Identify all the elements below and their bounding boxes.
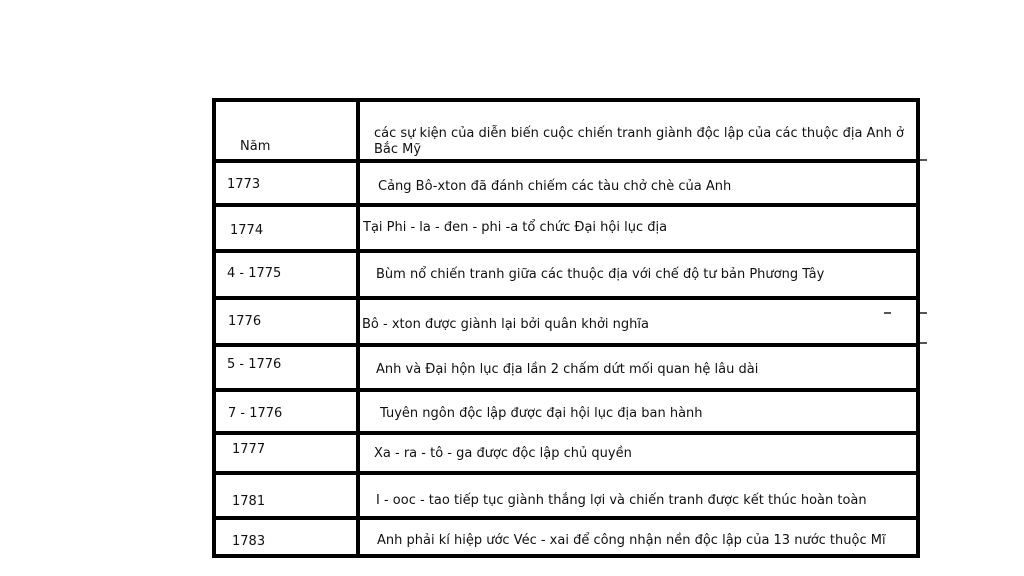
row-line xyxy=(216,431,916,435)
row-4-event: Bô - xton được giành lại bởi quân khởi nghĩa xyxy=(362,317,649,332)
stray-mark xyxy=(884,312,891,314)
row-5-year: 5 - 1776 xyxy=(227,357,282,372)
row-line xyxy=(216,203,916,207)
row-line xyxy=(216,388,916,392)
events-table xyxy=(212,98,920,558)
row-2-event: Tại Phi - la - đen - phi -a tổ chức Đại hội lục địa xyxy=(363,220,668,235)
row-line xyxy=(216,249,916,253)
row-line xyxy=(216,296,916,300)
row-9-year: 1783 xyxy=(232,534,266,549)
row-8-event: I - ooc - tao tiếp tục giành thắng lợi và chiến tranh được kết thúc hoàn toàn xyxy=(376,493,867,508)
row-6-year: 7 - 1776 xyxy=(228,406,283,421)
row-9-event: Anh phải kí hiệp ước Véc - xai để công nhận nền độc lập của 13 nước thuộc Mĩ xyxy=(377,533,886,548)
row-2-year: 1774 xyxy=(230,223,264,238)
row-3-year: 4 - 1775 xyxy=(227,266,282,281)
row-8-year: 1781 xyxy=(232,494,266,509)
stray-mark xyxy=(920,159,927,161)
row-6-event: Tuyên ngôn độc lập được đại hội lục địa ban hành xyxy=(380,406,703,421)
column-divider xyxy=(356,102,360,554)
row-line xyxy=(216,516,916,520)
stray-mark xyxy=(920,342,927,344)
header-year: Năm xyxy=(240,139,271,154)
row-4-year: 1776 xyxy=(228,314,262,329)
row-1-year: 1773 xyxy=(227,177,261,192)
stray-mark xyxy=(920,312,927,314)
row-1-event: Cảng Bô-xton đã đánh chiếm các tàu chở chè của Anh xyxy=(378,179,732,194)
row-line xyxy=(216,471,916,475)
row-3-event: Bùm nổ chiến tranh giữa các thuộc địa với chế độ tư bản Phương Tây xyxy=(376,267,825,282)
row-line xyxy=(216,159,916,163)
row-line xyxy=(216,343,916,347)
header-event: các sự kiện của diễn biến cuộc chiến tranh giành độc lập của các thuộc địa Anh ở Bắc Mỹ xyxy=(374,126,905,157)
row-7-event: Xa - ra - tô - ga được độc lập chủ quyền xyxy=(374,446,632,461)
row-7-year: 1777 xyxy=(232,442,266,457)
row-5-event: Anh và Đại hộn lục địa lần 2 chấm dứt mối quan hệ lâu dài xyxy=(376,362,759,377)
